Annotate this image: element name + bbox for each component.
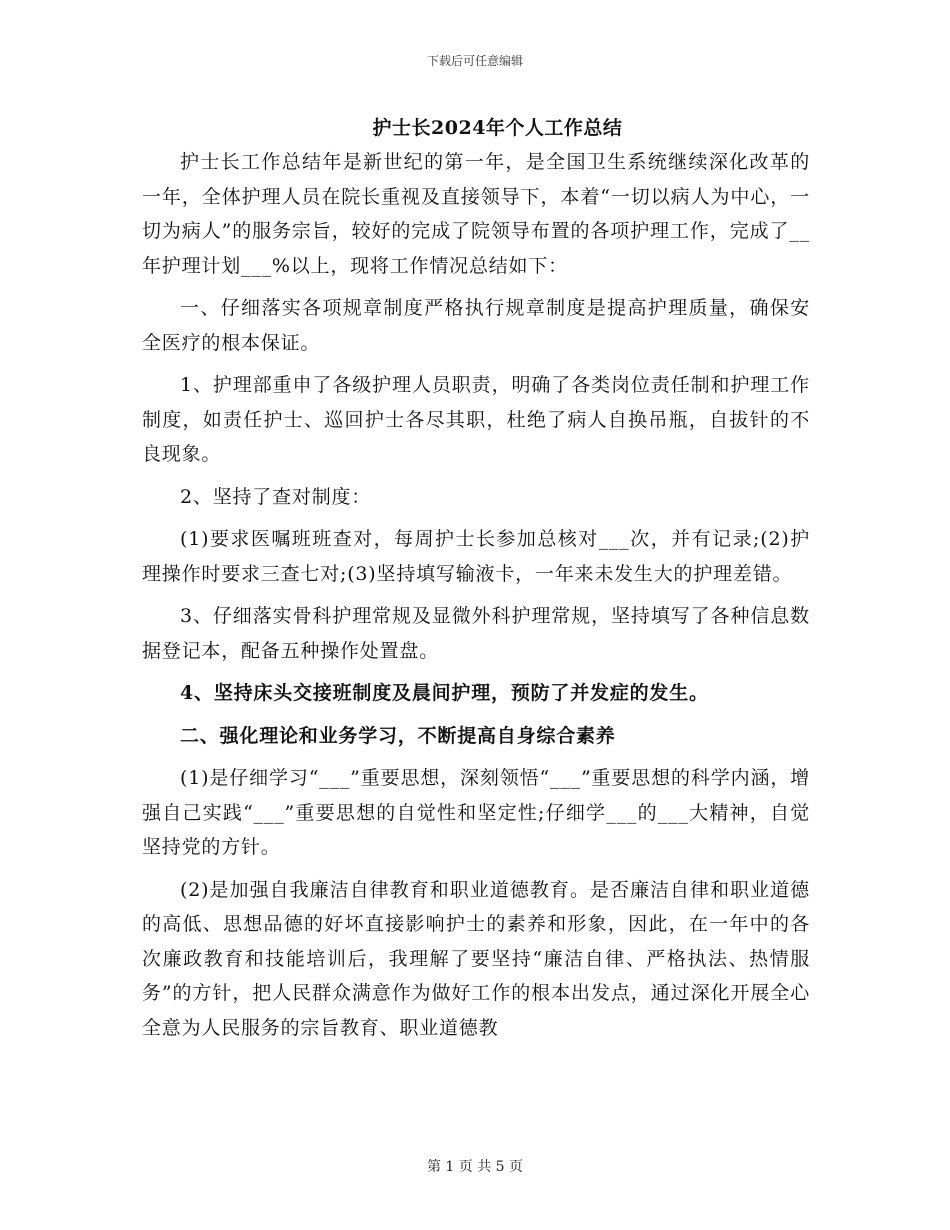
document-title: 护士长2024年个人工作总结: [372, 117, 623, 139]
study-paragraph-2: (2)是加强自我廉洁自律教育和职业道德教育。是否廉洁自律和职业道德的高低、思想品德的好坏直接影响护士的素养和形象，因此，在一年中的各次廉政教育和技能培训后，我理解了要坚持“廉洁自律、严格执法、热情服务”的方针，把人民群众满意作为做好工作的根本出发点，通过深化开展全心全意为人民服务的宗旨教育、职业道德教: [142, 878, 810, 1039]
item-2-paragraph: 2、坚持了查对制度：: [180, 485, 372, 508]
page-number-footer: 第 1 页 共 5 页: [426, 1159, 524, 1175]
item-4-bold-paragraph: 4、坚持床头交接班制度及晨间护理，预防了并发症的发生。: [180, 682, 709, 704]
study-paragraph-1: (1)是仔细学习“___”重要思想，深刻领悟“___”重要思想的科学内涵，增强自己实践“___”重要思想的自觉性和坚定性;仔细学___的___大精神，自觉坚持党的方针。: [142, 767, 810, 858]
item-1-paragraph: 1、护理部重申了各级护理人员职责，明确了各类岗位责任制和护理工作制度，如责任护士、巡回护士各尽其职，杜绝了病人自换吊瓶，自拔针的不良现象。: [142, 374, 810, 465]
item-3-paragraph: 3、仔细落实骨科护理常规及显微外科护理常规，坚持填写了各种信息数据登记本，配备五种操作处置盘。: [142, 605, 810, 662]
intro-paragraph: 护士长工作总结年是新世纪的第一年，是全国卫生系统继续深化改革的一年，全体护理人员在院长重视及直接领导下，本着“一切以病人为中心，一切为病人”的服务宗旨，较好的完成了院领导布置的各项护理工作，完成了__年护理计划___%以上，现将工作情况总结如下：: [142, 151, 810, 277]
checking-system-paragraph: (1)要求医嘱班班查对，每周护士长参加总核对___次，并有记录;(2)护理操作时要求三查七对;(3)坚持填写输液卡，一年来未发生大的护理差错。: [142, 528, 810, 585]
section-one-heading: 一、仔细落实各项规章制度严格执行规章制度是提高护理质量，确保安全医疗的根本保证。: [142, 297, 810, 354]
document-body: [142, 145, 810, 1053]
header-note: 下载后可任意编辑: [426, 54, 523, 68]
section-two-heading: 二、强化理论和业务学习，不断提高自身综合素养: [180, 724, 616, 747]
